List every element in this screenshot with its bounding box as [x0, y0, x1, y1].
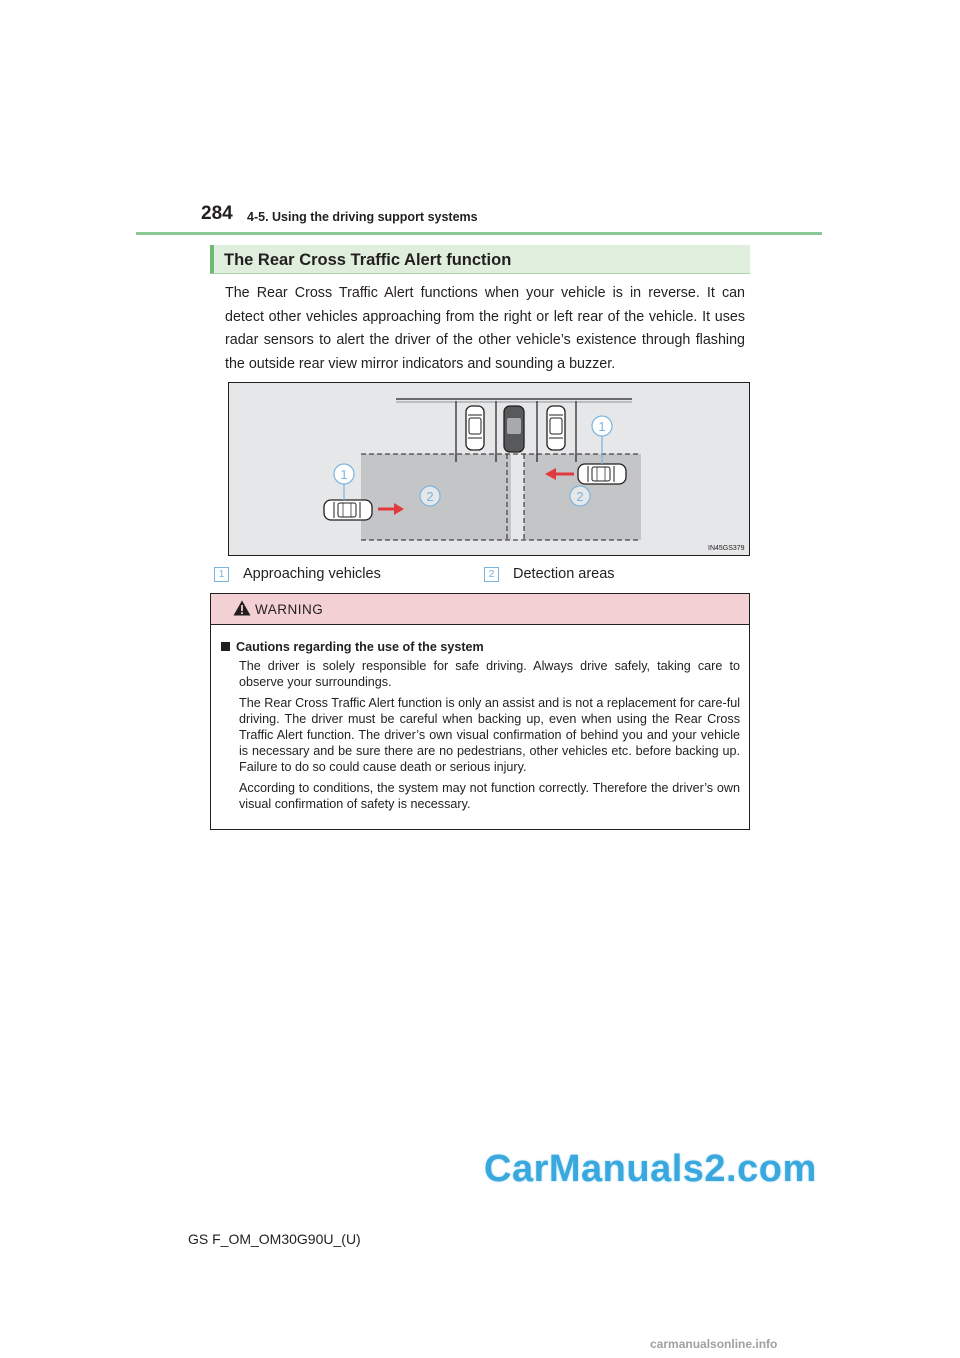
section-title: The Rear Cross Traffic Alert function — [224, 251, 512, 269]
watermark-carmanualsonline: carmanualsonline.info — [650, 1337, 778, 1351]
callout-1-right: 1 — [598, 419, 606, 434]
warning-paragraph-1: The driver is solely responsible for safe driving. Always drive safely, taking care to observe your surroundings. — [239, 659, 740, 689]
own-vehicle-reversing — [504, 406, 524, 452]
warning-subheading — [221, 639, 740, 655]
bullet-square-icon — [221, 642, 230, 651]
legend-number-1: 1 — [214, 567, 229, 582]
watermark-carmanuals2: CarManuals2.com — [484, 1148, 817, 1190]
warning-paragraph-2: The Rear Cross Traffic Alert function is only an assist and is not a replacement for care-ful driving. The driver must be careful when backing up, even when using the Rear Cross Traffic Alert function. The driver’s own visual confirmation of behind you and your vehicle is necessary and be sure there are no pedestrians, other vehicles etc. before backing up. Failure to do so could cause death or serious injury. — [239, 696, 740, 774]
section-title-bar — [210, 245, 750, 274]
warning-subheading-text: Cautions regarding the use of the system — [236, 640, 484, 654]
page-number: 284 — [201, 203, 233, 224]
legend-label-detection: Detection areas — [513, 566, 615, 582]
parked-car-right — [547, 406, 565, 450]
footer-document-code: GS F_OM_OM30G90U_(U) — [188, 1231, 361, 1247]
legend-number-2: 2 — [484, 567, 499, 582]
figure-code: IN45GS379 — [708, 545, 745, 552]
warning-paragraph-3: According to conditions, the system may not function correctly. Therefore the driver’s own visual confirmation of safety is necessary. — [239, 781, 740, 811]
parked-car-left — [466, 406, 484, 450]
warning-box — [210, 593, 750, 830]
legend-label-approaching: Approaching vehicles — [243, 566, 381, 582]
approaching-vehicle-right — [578, 464, 626, 484]
rcta-illustration — [228, 382, 750, 556]
legend-item-detection — [484, 566, 615, 582]
callout-2-right: 2 — [576, 489, 584, 504]
callout-2-left: 2 — [426, 489, 434, 504]
intro-paragraph: The Rear Cross Traffic Alert functions when your vehicle is in reverse. It can detect other vehicles approaching from the right or left rear of the vehicle. It uses radar sensors to alert the driver of the other vehicle’s existence through flashing the outside rear view mirror indicators and sounding a buzzer. — [225, 285, 745, 372]
warning-body — [221, 639, 740, 817]
header-rule — [136, 232, 822, 235]
approaching-vehicle-left — [324, 500, 372, 520]
warning-triangle-icon — [233, 600, 251, 616]
warning-title: WARNING — [255, 602, 324, 617]
legend-item-approaching — [214, 566, 381, 582]
warning-header — [211, 594, 749, 625]
chapter-heading: 4-5. Using the driving support systems — [247, 210, 478, 224]
callout-1-left: 1 — [340, 467, 348, 482]
parking-lot-diagram — [228, 382, 750, 556]
